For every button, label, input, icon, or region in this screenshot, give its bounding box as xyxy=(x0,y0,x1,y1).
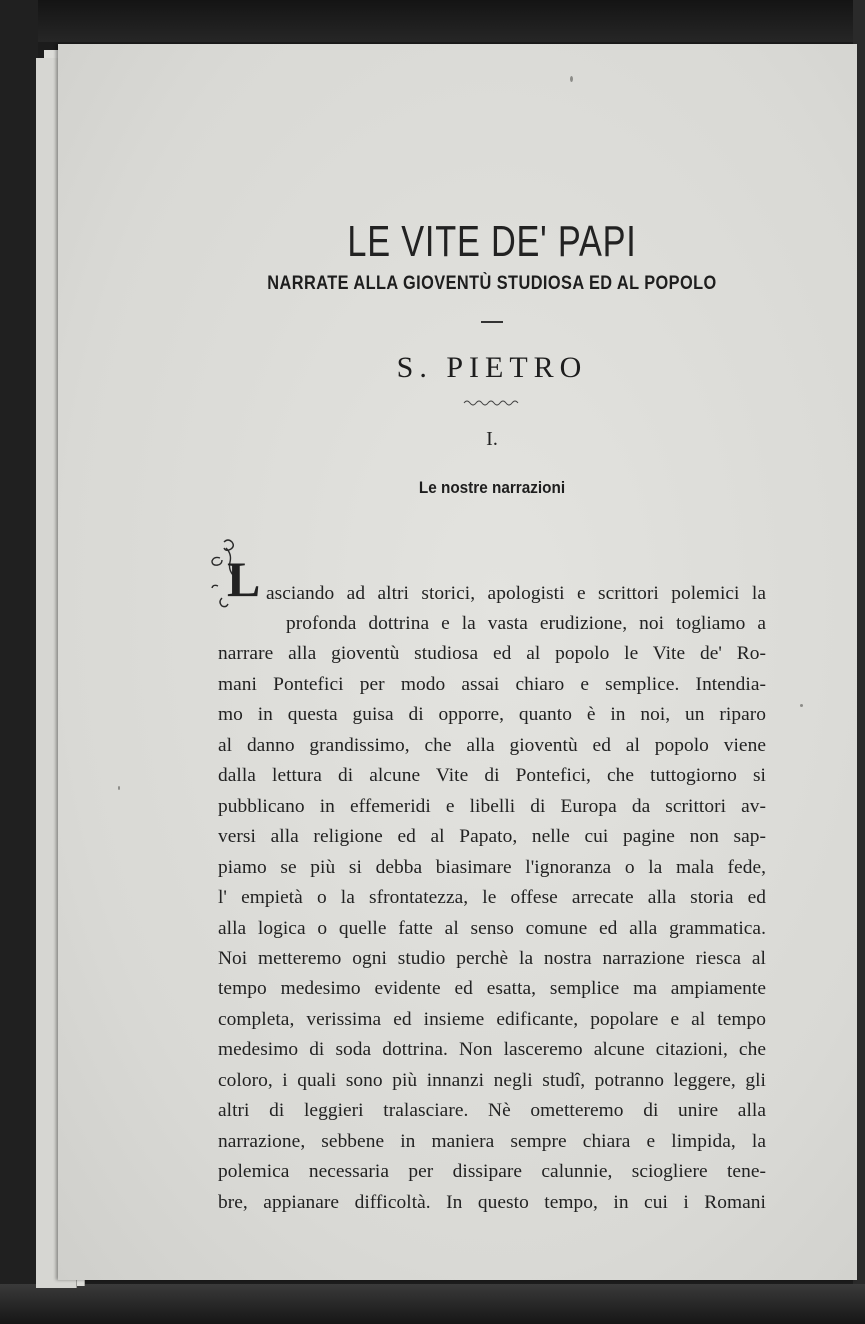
text-line: profonda dottrina e la vasta erudizione, noi togliamo a xyxy=(286,613,766,634)
book-subtitle: NARRATE ALLA GIOVENTÙ STUDIOSA ED AL POPOLO xyxy=(267,273,717,294)
text-line: asciando ad altri storici, apologisti e scrittori polemici la xyxy=(266,583,766,604)
text-line: medesimo di soda dottrina. Non lasceremo alcune citazioni, che xyxy=(218,1039,766,1060)
scan-frame-top xyxy=(0,0,865,42)
text-line: tempo medesimo evidente ed esatta, semplice ma ampiamente xyxy=(218,978,766,999)
text-line: pubblicano in effemeridi e libelli di Europa da scrittori av- xyxy=(218,796,766,817)
text-line: narrare alla gioventù studiosa ed al popolo le Vite de' Ro- xyxy=(218,643,766,664)
text-line: alla logica o quelle fatte al senso comune ed alla grammatica. xyxy=(218,918,766,939)
text-line: completa, verissima ed insieme edificante, popolare e al tempo xyxy=(218,1009,766,1030)
ornament-squiggle-icon xyxy=(462,398,522,408)
book-title: LE VITE DE' PAPI xyxy=(347,217,637,266)
drop-cap-letter: L xyxy=(227,551,261,607)
paper-speck xyxy=(118,786,120,790)
scan-frame-left xyxy=(0,0,38,1324)
text-line: dalla lettura di alcune Vite di Pontefici, che tuttogiorno si xyxy=(218,765,766,786)
text-line: l' empietà o la sfrontatezza, le offese arrecate alla storia ed xyxy=(218,887,766,908)
text-line: mani Pontefici per modo assai chiaro e semplice. Intendia- xyxy=(218,674,766,695)
text-line: mo in questa guisa di opporre, quanto è in noi, un riparo xyxy=(218,704,766,725)
text-line: al danno grandissimo, che alla gioventù ed al popolo viene xyxy=(218,735,766,756)
text-line: versi alla religione ed al Papato, nelle cui pagine non sap- xyxy=(218,826,766,847)
book-page xyxy=(58,44,857,1280)
text-line: altri di leggieri tralasciare. Nè ometteremo di unire alla xyxy=(218,1100,766,1121)
text-line: coloro, i quali sono più innanzi negli studî, potranno leggere, gli xyxy=(218,1070,766,1091)
section-heading: S. PIETRO xyxy=(396,351,588,384)
scan-frame-bottom xyxy=(0,1284,865,1324)
text-line: polemica necessaria per dissipare calunnie, sciogliere tene- xyxy=(218,1161,766,1182)
drop-cap-ornament xyxy=(210,536,272,608)
paper-speck xyxy=(800,704,803,707)
chapter-number: I. xyxy=(486,428,498,450)
paper-speck xyxy=(570,76,573,82)
text-line: narrazione, sebbene in maniera sempre chiara e limpida, la xyxy=(218,1131,766,1152)
text-line: piamo se più si debba biasimare l'ignoranza o la mala fede, xyxy=(218,857,766,878)
title-separator xyxy=(481,321,503,323)
text-line: Noi metteremo ogni studio perchè la nostra narrazione riesca al xyxy=(218,948,766,969)
text-line: bre, appianare difficoltà. In questo tempo, in cui i Romani xyxy=(218,1192,766,1213)
chapter-title: Le nostre narrazioni xyxy=(418,478,566,497)
